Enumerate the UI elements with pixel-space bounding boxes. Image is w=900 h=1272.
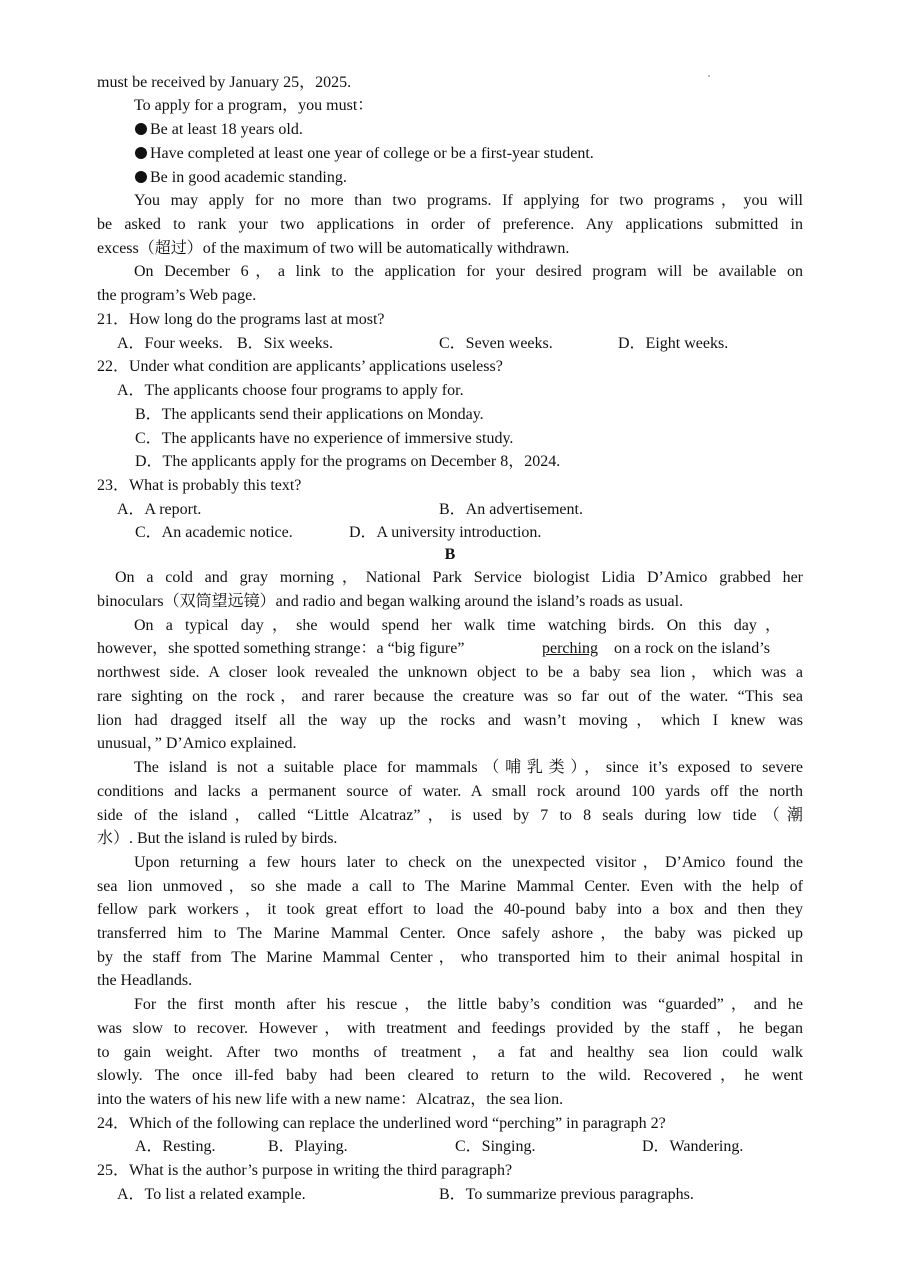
section-title: B (444, 546, 456, 563)
passage-text: slowly. The once ill-fed baby had been cleared to return to the wild. Recovered，he went (97, 1067, 803, 1084)
requirement-item: Be at least 18 years old. (135, 119, 303, 141)
passage-text: the program’s Web page. (97, 287, 257, 304)
passage-text: was slow to recover. However，with treatment and feedings provided by the staff，he began (97, 1020, 803, 1037)
scan-speck (708, 75, 710, 77)
question-stem: 23．What is probably this text? (97, 477, 302, 494)
answer-option: D．The applicants apply for the programs on December 8，2024. (135, 453, 561, 470)
passage-text: The island is not a suitable place for mammals（哺乳类），since it’s exposed to severe (134, 759, 803, 776)
passage-text: sea lion unmoved，so she made a call to The Marine Mammal Center. Even with the help of (97, 878, 803, 895)
answer-option: B．Six weeks. (237, 335, 334, 352)
passage-text: fellow park workers，it took great effort to load the 40-pound baby into a box and then they (97, 901, 803, 918)
passage-text: On December 6，a link to the application for your desired program will be available on (134, 263, 803, 280)
passage-text: For the first month after his rescue，the little baby’s condition was “guarded”，and he (134, 996, 803, 1013)
bullet-icon (135, 147, 147, 159)
answer-option: A．Four weeks. (117, 335, 223, 352)
answer-option: C．An academic notice. (135, 524, 293, 541)
passage-text: northwest side. A closer look revealed the unknown object to be a baby sea lion，which was a (97, 664, 803, 681)
answer-option: B．Playing. (268, 1138, 348, 1155)
answer-option: C．The applicants have no experience of immersive study. (135, 430, 514, 447)
passage-text-segment: however，she spotted something strange：a “big figure” (97, 640, 465, 657)
passage-text: unusual，” D’Amico explained. (97, 735, 297, 752)
passage-text: side of the island，called “Little Alcatraz”，is used by 7 to 8 seals during low tide（潮 (97, 807, 803, 824)
passage-text: transferred him to The Marine Mammal Center. Once safely ashore，the baby was picked up (97, 925, 803, 942)
passage-text: lion had dragged itself all the way up the rocks and wasn’t moving，which I knew was (97, 712, 803, 729)
passage-text: binoculars（双筒望远镜）and radio and began walking around the island’s roads as usual. (97, 593, 684, 610)
answer-option: B．The applicants send their applications on Monday. (135, 406, 484, 423)
passage-text: Upon returning a few hours later to check on the unexpected visitor，D’Amico found the (134, 854, 803, 871)
answer-option: B．To summarize previous paragraphs. (439, 1186, 694, 1203)
passage-text: be asked to rank your two applications in order of preference. Any applications submitted in (97, 216, 803, 233)
passage-text: 水）. But the island is ruled by birds. (97, 830, 338, 847)
passage-text: You may apply for no more than two programs. If applying for two programs，you will (134, 192, 803, 209)
answer-option: D．Eight weeks. (618, 335, 729, 352)
passage-text: must be received by January 25，2025. (97, 74, 352, 91)
passage-text: rare sighting on the rock，and rarer because the creature was so far out of the water. “This sea (97, 688, 803, 705)
passage-text: conditions and lacks a permanent source of water. A small rock around 100 yards off the north (97, 783, 803, 800)
answer-option: A．The applicants choose four programs to apply for. (117, 382, 464, 399)
requirement-item: Be in good academic standing. (135, 167, 347, 189)
underlined-word: perching (542, 640, 598, 657)
answer-option: D．A university introduction. (349, 524, 542, 541)
answer-option: A．Resting. (135, 1138, 216, 1155)
passage-text: to gain weight. After two months of treatment，a fat and healthy sea lion could walk (97, 1044, 803, 1061)
bullet-icon (135, 123, 147, 135)
passage-text-segment: on a rock on the island’s (614, 640, 770, 657)
passage-text: excess（超过）of the maximum of two will be automatically withdrawn. (97, 240, 570, 257)
question-stem: 24．Which of the following can replace the underlined word “perching” in paragraph 2? (97, 1115, 666, 1132)
answer-option: A．To list a related example. (117, 1186, 306, 1203)
passage-text: the Headlands. (97, 972, 193, 989)
question-stem: 25．What is the author’s purpose in writing the third paragraph? (97, 1162, 513, 1179)
answer-option: D．Wandering. (642, 1138, 744, 1155)
bullet-icon (135, 171, 147, 183)
passage-text: On a typical day，she would spend her walk time watching birds. On this day， (134, 617, 781, 634)
answer-option: C．Singing. (455, 1138, 536, 1155)
passage-text: To apply for a program，you must： (134, 97, 374, 114)
passage-text: On a cold and gray morning，National Park Service biologist Lidia D’Amico grabbed her (115, 569, 803, 586)
passage-text (97, 638, 803, 660)
answer-option: B．An advertisement. (439, 501, 583, 518)
passage-text: by the staff from The Marine Mammal Center，who transported him to their animal hospital in (97, 949, 803, 966)
question-stem: 22．Under what condition are applicants’ applications useless? (97, 358, 503, 375)
answer-option: A．A report. (117, 501, 202, 518)
passage-text: into the waters of his new life with a new name：Alcatraz，the sea lion. (97, 1091, 564, 1108)
answer-option: C．Seven weeks. (439, 335, 553, 352)
question-stem: 21．How long do the programs last at most? (97, 311, 385, 328)
requirement-item: Have completed at least one year of college or be a first-year student. (135, 143, 594, 165)
